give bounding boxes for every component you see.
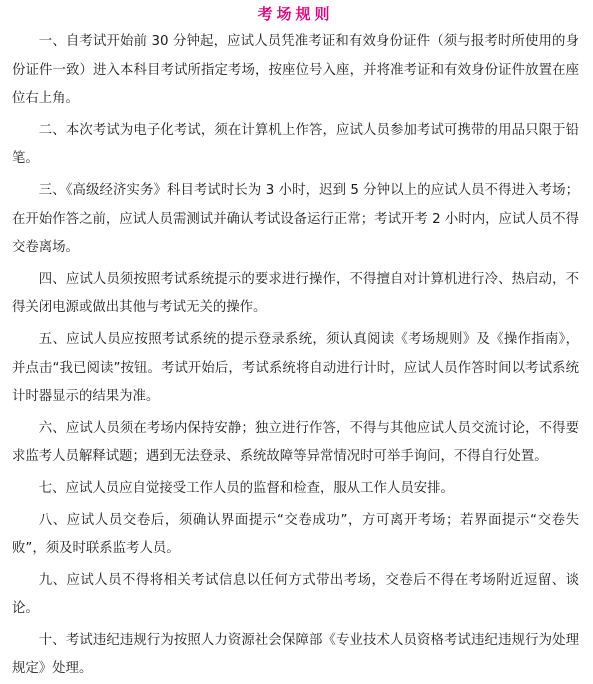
rule-item: 二、本次考试为电子化考试，须在计算机上作答，应试人员参加考试可携带的用品只限于铅笔。 — [12, 122, 579, 167]
rules-list — [12, 28, 579, 684]
rule-item: 五、应试人员应按照考试系统的提示登录系统，须认真阅读《考场规则》及《操作指南》，并点击“我已阅读”按钮。考试开始后，考试系统将自动进行计时，应试人员作答时间以考试系统计时器显示的结果为准。 — [12, 331, 579, 405]
rule-item: 一、自考试开始前 30 分钟起，应试人员凭准考证和有效身份证件（须与报考时所使用的身份证件一致）进入本科目考试所指定考场，按座位号入座，并将准考证和有效身份证件放置在座位右上角。 — [12, 34, 579, 107]
document-title: 考场规则 — [257, 5, 334, 23]
rule-item: 十、考试违纪违规行为按照人力资源社会保障部《专业技术人员资格考试违纪违规行为处理规定》处理。 — [12, 632, 579, 677]
rule-item: 八、应试人员交卷后，须确认界面提示“交卷成功”，方可离开考场；若界面提示“交卷失败”，须及时联系监考人员。 — [12, 512, 579, 557]
rule-item: 九、应试人员不得将相关考试信息以任何方式带出考场，交卷后不得在考场附近逗留、谈论。 — [12, 572, 579, 617]
rule-item: 三、《高级经济实务》科目考试时长为 3 小时，迟到 5 分钟以上的应试人员不得进入考场；在开始作答之前，应试人员需测试并确认考试设备运行正常；考试开考 2 小时内，应试人员不得交卷离场。 — [12, 182, 579, 256]
rule-item: 四、应试人员须按照考试系统提示的要求进行操作，不得擅自对计算机进行冷、热启动，不得关闭电源或做出其他与考试无关的操作。 — [12, 271, 579, 316]
rule-item: 六、应试人员须在考场内保持安静；独立进行作答，不得与其他应试人员交流讨论，不得要求监考人员解释试题；遇到无法登录、系统故障等异常情况时可举手询问，不得自行处置。 — [12, 420, 579, 465]
rule-item: 七、应试人员应自觉接受工作人员的监督和检查，服从工作人员安排。 — [38, 480, 454, 496]
